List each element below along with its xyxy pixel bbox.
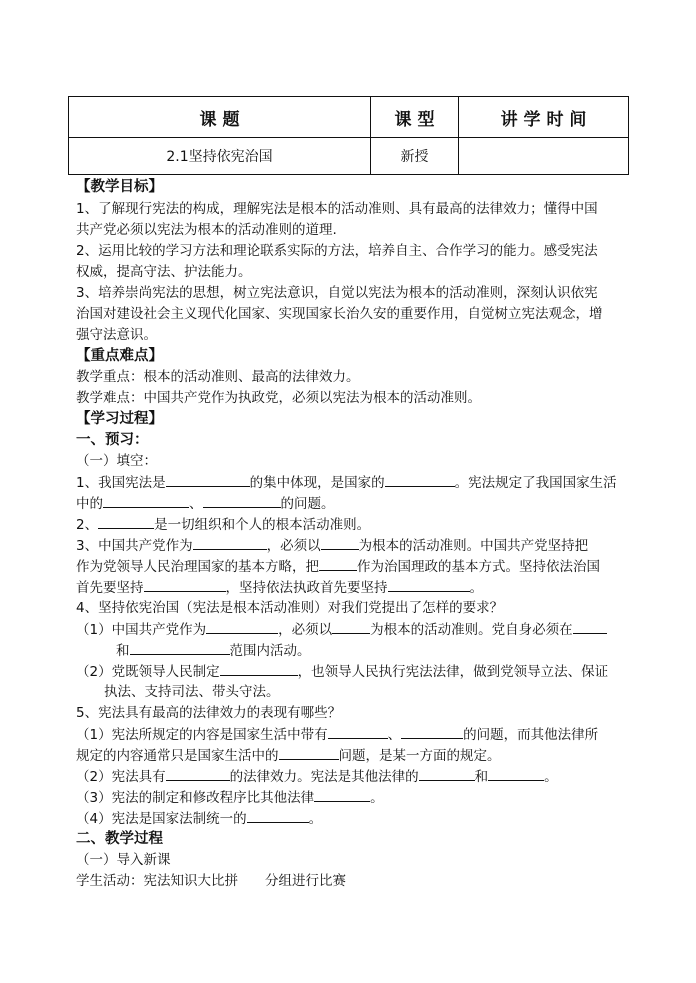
goal-line: 共产党必须以宪法为根本的活动准则的道理. [76,222,337,238]
question-5-1: （1）宪法所规定的内容是国家生活中带有 、 的问题，而其他法律所 [76,724,632,745]
teaching-heading: 二、教学过程 [76,831,163,847]
question-1-cont: 中的 、 的问题。 [76,493,632,514]
question-4-1-cont: 和 范围内活动。 [76,640,672,661]
key-point: 教学重点：根本的活动准则、最高的法律效力。 [76,369,360,385]
goal-line: 权威，提高守法、护法能力。 [76,264,252,280]
answer-blank[interactable] [203,493,281,508]
goals-heading: 【教学目标】 [76,179,163,195]
goal-line: 强守法意识。 [76,327,157,343]
answer-blank[interactable] [130,640,230,655]
question-3-cont: 作为党领导人民治理国家的基本方略，把 作为治国理政的基本方式。坚持依法治国 [76,556,632,577]
answer-blank[interactable] [328,724,388,739]
answer-blank[interactable] [98,514,154,529]
question-3-cont: 首先要坚持 ，坚持依法执政首先要坚持 。 [76,577,632,598]
answer-blank[interactable] [166,766,230,781]
lesson-info-table [68,96,629,175]
answer-blank[interactable] [573,619,607,634]
goal-line: 3、培养崇尚宪法的思想，树立宪法意识，自觉以宪法为根本的活动准则，深刻认识依宪 [76,285,598,301]
table-header-row [69,97,629,138]
answer-blank[interactable] [488,766,544,781]
student-activity: 学生活动：宪法知识大比拼 分组进行比赛 [76,873,346,889]
preview-heading: 一、预习： [76,432,149,448]
goal-line: 治国对建设社会主义现代化国家、实现国家长治久安的重要作用，自觉树立宪法观念，增 [76,306,603,322]
difficult-point: 教学难点：中国共产党作为执政党，必须以宪法为根本的活动准则。 [76,390,481,406]
answer-blank[interactable] [385,472,455,487]
cell-type: 新授 [371,138,459,175]
question-5-2: （2）宪法具有 的法律效力。宪法是其他法律的 和 。 [76,766,632,787]
question-5-4: （4）宪法是国家法制统一的 。 [76,808,632,829]
process-heading: 【学习过程】 [76,411,163,427]
answer-blank[interactable] [321,535,359,550]
answer-blank[interactable] [103,493,189,508]
question-3: 3、中国共产党作为 ，必须以 为根本的活动准则。中国共产党坚持把 [76,535,632,556]
answer-blank[interactable] [166,472,250,487]
answer-blank[interactable] [314,787,370,802]
answer-blank[interactable] [206,619,278,634]
cell-time [459,138,629,175]
table-data-row [69,138,629,175]
cell-lesson: 2.1坚持依宪治国 [69,138,371,175]
question-2: 2、 是一切组织和个人的根本活动准则。 [76,514,632,535]
question-4: 4、坚持依宪治国（宪法是根本活动准则）对我们党提出了怎样的要求？ [76,600,504,616]
question-1: 1、我国宪法是 的集中体现，是国家的 。宪法规定了我国国家生活 [76,472,632,493]
answer-blank[interactable] [220,661,298,676]
question-5-1-cont: 规定的内容通常只是国家生活中的 问题，是某一方面的规定。 [76,745,632,766]
header-topic: 课 题 [69,97,371,138]
answer-blank[interactable] [419,766,475,781]
answer-blank[interactable] [247,808,309,823]
header-time: 讲 学 时 间 [459,97,629,138]
header-type: 课 型 [371,97,459,138]
question-5: 5、宪法具有最高的法律效力的表现有哪些？ [76,705,342,721]
answer-blank[interactable] [401,724,463,739]
question-4-2-cont: 执法、支持司法、带头守法。 [104,684,280,700]
answer-blank[interactable] [144,577,226,592]
intro-heading: （一）导入新课 [76,852,171,868]
focus-heading: 【重点难点】 [76,348,163,364]
goal-line: 1、了解现行宪法的构成，理解宪法是根本的活动准则、具有最高的法律效力；懂得中国 [76,201,598,217]
answer-blank[interactable] [319,556,357,571]
question-4-2: （2）党既领导人民制定 ，也领导人民执行宪法法律，做到党领导立法、保证 [76,661,632,682]
answer-blank[interactable] [332,619,370,634]
answer-blank[interactable] [279,745,339,760]
answer-blank[interactable] [193,535,267,550]
question-5-3: （3）宪法的制定和修改程序比其他法律 。 [76,787,632,808]
question-4-1: （1）中国共产党作为 ，必须以 为根本的活动准则。党自身必须在 [76,619,632,640]
answer-blank[interactable] [388,577,470,592]
goal-line: 2、运用比较的学习方法和理论联系实际的方法，培养自主、合作学习的能力。感受宪法 [76,243,598,259]
fill-blank-heading: （一）填空： [76,453,157,469]
